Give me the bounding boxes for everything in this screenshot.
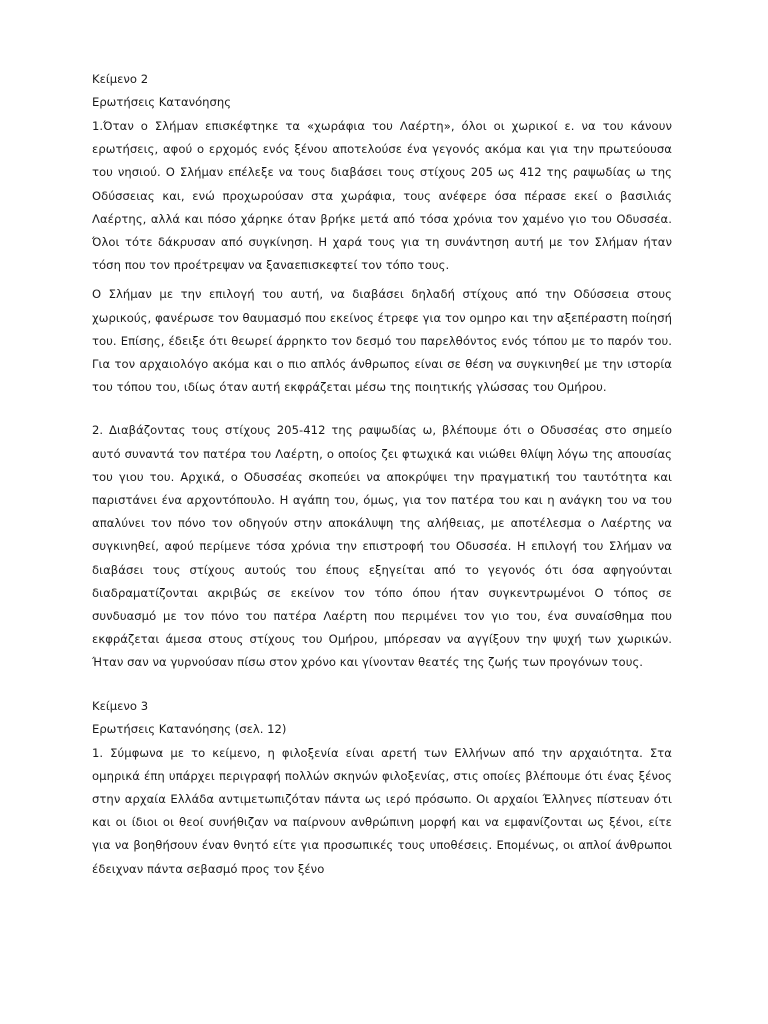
paragraph-answer-1: 1. Σύμφωνα με το κείμενο, η φιλοξενία είναι αρετή των Ελλήνων από την αρχαιότητα. Στα ομηρικά έπη υπάρχει περιγραφή πολλών σκηνών φιλοξενίας, στις οποίες βλέπουμε ότι ένας ξένος στην αρχαία Ελλάδα αντιμετωπιζόταν πάντα ως ιερό πρόσωπο. Οι αρχαίοι Έλληνες πίστευαν ότι και οι ίδιοι οι θεοί συνήθιζαν να παίρνουν ανθρώπινη μορφή και να εμφανίζονται ως ξένοι, είτε για να βοηθήσουν έναν θνητό είτε για προσωπικές τους υποθέσεις. Επομένως, οι απλοί άνθρωποι έδειχναν πάντα σεβασμό προς τον ξένο [92,745,672,876]
paragraph-answer-2: 2. Διαβάζοντας τους στίχους 205-412 της ραψωδίας ω, βλέπουμε ότι ο Οδυσσέας στο σημείο αυτό συναντά τον πατέρα του Λαέρτη, ο οποίος ζει φτωχικά και νιώθει θλίψη λόγω της απουσίας του γιου του. Αρχικά, ο Οδυσσέας σκοπεύει να αποκρύψει την πραγματική του ταυτότητα και παριστάνει ένα αρχοντόπουλο. Η αγάπη του, όμως, για τον πατέρα του και η ανάγκη του να του απαλύνει τον πόνο τον οδηγούν στην αποκάλυψη της αλήθειας, με αποτέλεσμα ο Λαέρτης να συγκινηθεί, αφού περίμενε τόσα χρόνια την επιστροφή του Οδυσσέα. Η επιλογή του Σλήμαν να διαβάσει τους στίχους αυτούς του έπους εξηγείται από το γεγονός ότι όσα αφηγούνται διαδραματίζονται ακριβώς σε εκείνον τον τόπο όπου ήταν συγκεντρωμένοι Ο τόπος σε συνδυασμό με τον πόνο του πατέρα Λαέρτη που περιμένει τον γιο του, ένα συναίσθημα που εκφράζεται άμεσα στους στίχους του Ομήρου, μπόρεσαν να αγγίξουν την ψυχή των χωρικών. Ήταν σαν να γυρνούσαν πίσω στον χρόνο και γίνονταν θεατές της ζωής των προγόνων τους. [92,423,672,670]
paragraph-answer-1-continued: Ο Σλήμαν με την επιλογή του αυτή, να διαβάσει δηλαδή στίχους από την Οδύσσεια στους χωρικούς, φανέρωσε τον θαυμασμό που εκείνος έτρεφε για τον ομηρο και την αξεπέραστη ποίησή του. Επίσης, έδειξε ότι θεωρεί άρρηκτο τον δεσμό του παρελθόντος ενός τόπου με το παρόν του. Για τον αρχαιολόγο ακόμα και ο πιο απλός άνθρωπος είναι σε θέση να συγκινηθεί με την ιστορία του τόπου του, ιδίως όταν αυτή εκφράζεται μέσω της ποιητικής γλώσσας του Ομήρου. [92,287,672,395]
section-heading: Κείμενο 3 [92,698,149,713]
section-subheading: Ερωτήσεις Κατανόησης (σελ. 12) [92,721,287,736]
document-page [92,68,672,881]
paragraph-answer-1: 1.Όταν ο Σλήμαν επισκέφτηκε τα «χωράφια του Λαέρτη», όλοι οι χωρικοί ε. να του κάνουν ερωτήσεις, αφού ο ερχομός ενός ξένου αποτελούσε ένα γεγονός ακόμα και για την πρωτεύουσα του νησιού. Ο Σλήμαν επέλεξε να τους διαβάσει τους στίχους 205 ως 412 της ραψωδίας ω της Οδύσσειας και, ενώ προχωρούσαν στα χωράφια, τους ανέφερε όσα πέρασε εκεί ο βασιλιάς Λαέρτης, αλλά και πόσο χάρηκε όταν βρήκε μετά από τόσα χρόνια τον χαμένο γιο του Οδυσσέα. Όλοι τότε δάκρυσαν από συγκίνηση. Η χαρά τους για τη συνάντηση αυτή με τον Σλήμαν ήταν τόση που τον προέτρεψαν να ξαναεπισκεφτεί τον τόπο τους. [92,119,672,273]
section-keimeno-3 [92,695,672,881]
section-spacer [92,681,672,695]
section-subheading: Ερωτήσεις Κατανόησης [92,95,232,109]
paragraph-spacer [92,405,672,419]
section-heading: Κείμενο 2 [92,72,149,86]
section-keimeno-2 [92,68,672,675]
